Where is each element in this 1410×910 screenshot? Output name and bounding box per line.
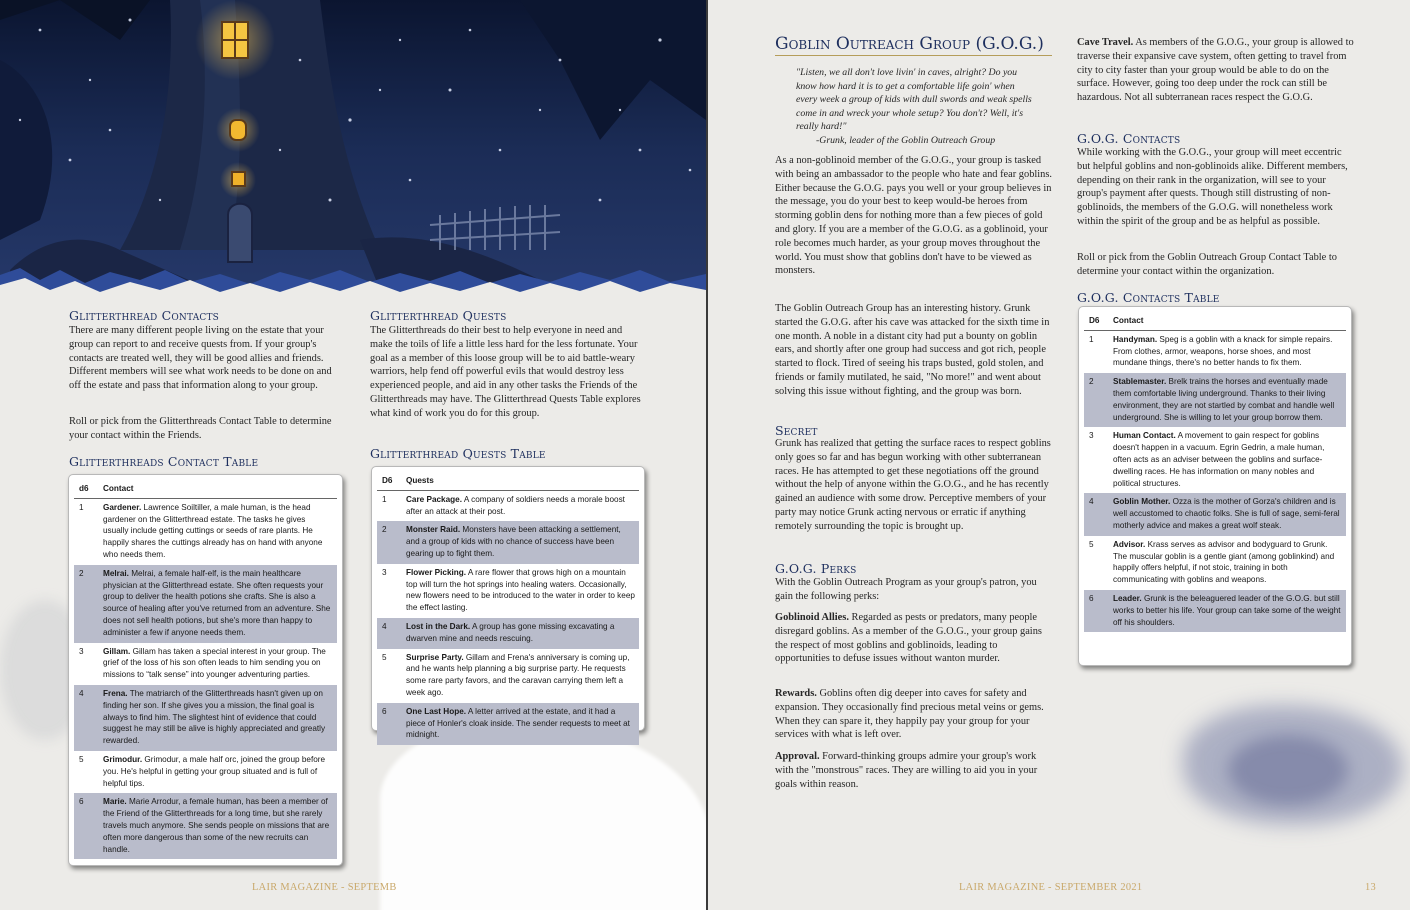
quote-text: "Listen, we all don't love livin' in caves, alright? Do you know how hard it is to get a comfortable life goin' when every week a group of kids with dull swords and weak spells come in and wreck your whole setup? You don't? Well, it's really hard!" <box>796 67 1032 133</box>
roll-number: 3 <box>1089 431 1094 441</box>
perks-heading: G.O.G. Perks <box>775 561 857 576</box>
gog-contacts-paragraph: While working with the G.O.G., your group will meet eccentric but helpful goblins and non-goblinoids alike. Different members, depending on their rank in the organization, will see to your group's payment after quests. Though still distrusting of non-goblinoids, the members of the G.O.G. will nonetheless work within the spirit of the group and be as helpful as possible. <box>1077 147 1348 227</box>
perk-name: Approval. <box>775 751 820 762</box>
roll-number: 6 <box>377 703 401 745</box>
row-desc: Gillam and Frena's anniversary is coming up, and he wants help planning a big surprise party. He requests some rare party favors, and the caravan carrying them left a week ago. <box>406 652 630 697</box>
page-title: Goblin Outreach Group (G.O.G.) <box>775 34 1052 56</box>
row-desc: Grunk is the beleaguered leader of the G.O.G. but still works to better his life. Your group can take some of the weight off his shoulders. <box>1113 593 1341 627</box>
roll-number: 4 <box>1084 493 1108 535</box>
row-text <box>401 649 639 703</box>
row-text <box>98 751 337 793</box>
row-text <box>401 521 639 563</box>
perk-rewards <box>775 687 1052 742</box>
roll-number: 3 <box>382 567 387 577</box>
table-row <box>74 751 337 793</box>
table-row <box>74 565 337 643</box>
row-desc: Marie Arrodur, a female human, has been a member of the Friend of the Glitterthreads for a long time, but she rarely travels much anymore. She sends people on missions that are often more dangerous than some of the new recruits can handle. <box>103 797 330 854</box>
row-name: Gardener. <box>103 502 142 512</box>
table-row <box>74 685 337 751</box>
contact-table <box>68 474 343 866</box>
roll-number: 1 <box>79 502 84 512</box>
row-text <box>401 703 639 745</box>
quote-attribution: -Grunk, leader of the Goblin Outreach Group <box>816 134 996 146</box>
row-desc: A movement to gain respect for goblins doesn't happen in a vacuum. Egrin Gedrin, a male human, often acts as an adviser between the goblins and surface-dwelling races. He has information on many nobles and political structures. <box>1113 431 1325 488</box>
perk-name: Rewards. <box>775 688 817 699</box>
perks-intro: With the Goblin Outreach Program as your group's patron, you gain the following perks: <box>775 577 1037 602</box>
row-text <box>1108 536 1346 590</box>
row-name: Grimodur. <box>103 754 143 764</box>
quest-table <box>371 466 645 740</box>
table-row <box>1084 330 1346 373</box>
row-desc: A group has gone missing excavating a dwarven mine and needs rescuing. <box>406 621 615 643</box>
roll-number: 2 <box>377 521 401 563</box>
perk-name: Goblinoid Allies. <box>775 612 849 623</box>
secret-heading: Secret <box>775 423 818 438</box>
row-text <box>1108 330 1346 373</box>
roll-number: 5 <box>79 754 84 764</box>
row-name: Marie. <box>103 797 127 807</box>
table-row <box>74 643 337 685</box>
row-name: Frena. <box>103 688 128 698</box>
row-desc: Monsters have been attacking a settlement, and a group of kids with no chance of success have been gearing up to fight them. <box>406 525 621 558</box>
intro-paragraph-2: The Goblin Outreach Group has an interesting history. Grunk started the G.O.G. after his cave was attacked for the sixth time in one month. A noble in a distant city had put a bounty on goblin ears, and shortly after one group had success and got rich, people started to flock. Tired of seeing his traps busted, gold stolen, and friends or family mutilated, he said, "No more!" and went about solving this issue without fighting, and the group was born. <box>775 303 1050 397</box>
quests-heading: Glitterthread Quests <box>370 308 507 323</box>
row-name: Handyman. <box>1113 334 1158 344</box>
table-row <box>1084 373 1346 427</box>
roll-number: 6 <box>1084 590 1108 632</box>
row-desc: Speg is a goblin with a knack for simple repairs. From clothes, armor, weapons, horse shoes, and most mundane things, there's no better hands to fix them. <box>1113 334 1333 368</box>
contacts-paragraph: There are many different people living on the estate that your group can report to and receive quests from. If your group's contacts are treated well, they will be good allies and friends. Different members will see what work needs to be done on and off the estate and pass that information along to your group. <box>69 325 332 392</box>
paper-stain <box>380 720 706 910</box>
row-text <box>401 564 639 618</box>
row-desc: Gillam has taken a special interest in your group. The grief of the loss of his son often leads to him sending you on missions to “talk sense” into younger adventuring parties. <box>103 646 326 680</box>
perk-text: Regarded as pests or predators, many people disregard goblins. As a member of the G.O.G., your group gains the respect of most goblins and goblinoids, leading to opportunities to defuse issues without wanton murder. <box>775 612 1042 665</box>
table-row <box>1084 536 1346 590</box>
tree-house-illustration <box>0 0 706 300</box>
row-name: Advisor. <box>1113 539 1146 549</box>
col-header-d6: D6 <box>1084 313 1108 330</box>
perk-name: Cave Travel. <box>1077 37 1134 48</box>
row-name: Melrai. <box>103 568 129 578</box>
row-name: One Last Hope. <box>406 706 467 716</box>
ink-splash <box>1228 735 1348 805</box>
secret-paragraph: Grunk has realized that getting the surface races to respect goblins only goes so far and has begun working with other subterranean races. He has attempted to get these negotiations off the ground without the help of anyone within the G.O.G., and he has recently gained an audience with some drow. Perceptive members of your party may notice Grunk acting nervous or erratic if anything remotely surrounding the topic is brought up. <box>775 438 1051 532</box>
intro-paragraph-1: As a non-goblinoid member of the G.O.G., your group is tasked with being an ambassador to the people who hate and fear goblins. Either because the G.O.G. pays you well or your group believes in the message, you do your best to keep would-be heroes from storming goblin dens for nothing more than a few pieces of gold and glory. If you are a member of the G.O.G. as a goblinoid, your role becomes much harder, as your group moves throughout the world. You must show that goblins don't have to be viewed as monsters. <box>775 155 1053 277</box>
roll-number: 4 <box>377 618 401 649</box>
row-name: Flower Picking. <box>406 567 467 577</box>
col-header-d6: d6 <box>74 481 98 498</box>
quests-paragraph: The Glitterthreads do their best to help everyone in need and make the toils of life a little less hard for the less fortunate. Your goal as a member of this loose group will be to aid battle-weary warriors, help fend off powerful evils that would destroy less experienced people, and aid in any other tasks the Friends of the Glitterthreads may have. The Glitterthread Quests Table explores what kind of work you do for this group. <box>370 325 641 419</box>
row-text <box>401 618 639 649</box>
table-row <box>377 703 639 745</box>
quest-table-heading: Glitterthread Quests Table <box>370 446 546 461</box>
col-header-contact: Contact <box>98 481 337 498</box>
row-name: Surprise Party. <box>406 652 464 662</box>
table-row <box>377 564 639 618</box>
row-text <box>1108 493 1346 535</box>
col-header-quests: Quests <box>401 473 639 490</box>
row-text <box>1108 427 1346 493</box>
contacts-roll-paragraph: Roll or pick from the Glitterthreads Contact Table to determine your contact within the Friends. <box>69 416 332 441</box>
roll-number: 1 <box>382 494 387 504</box>
perk-goblinoid-allies <box>775 611 1052 666</box>
row-text <box>98 565 337 643</box>
roll-number: 5 <box>1089 539 1094 549</box>
roll-number: 2 <box>74 565 98 643</box>
col-header-d6: D6 <box>377 473 401 490</box>
row-text <box>98 643 337 685</box>
row-text <box>98 685 337 751</box>
right-page <box>708 0 1410 910</box>
row-text <box>1108 373 1346 427</box>
row-text <box>98 793 337 859</box>
roll-number: 6 <box>74 793 98 859</box>
perk-text: Forward-thinking groups admire your group's work with the "monstrous" races. They are willing to aid you in your goals within reason. <box>775 751 1038 790</box>
row-desc: Brelk trains the horses and eventually made them comfortable living underground. Thanks to their living environment, they are not startled by combat and handle well underground. She is willing to let your group borrow them. <box>1113 377 1335 422</box>
row-name: Gillam. <box>103 646 131 656</box>
row-desc: A rare flower that grows high on a mountain top will turn the hot springs into healing waters. Occasionally, new flowers need to be introduced to the water in order to keep the effect lasting. <box>406 567 635 613</box>
col-header-contact: Contact <box>1108 313 1346 330</box>
row-desc: A letter arrived at the estate, and it had a piece of Honler's cloak inside. The sender requests to meet at midnight. <box>406 706 630 740</box>
table-row <box>377 521 639 563</box>
row-name: Stablemaster. <box>1113 377 1167 387</box>
contact-table-heading: Glitterthreads Contact Table <box>69 454 259 469</box>
gog-contacts-roll: Roll or pick from the Goblin Outreach Group Contact Table to determine your contact within the organization. <box>1077 252 1337 277</box>
row-name: Goblin Mother. <box>1113 497 1171 507</box>
row-text <box>98 498 337 564</box>
row-desc: Krass serves as advisor and bodyguard to Grunk. The muscular goblin is a gentle giant (among goblinkind) and happily offers helpful, if not stoic, training in both communicating with goblins and weapons. <box>1113 539 1335 585</box>
row-text <box>1108 590 1346 632</box>
row-desc: Ozza is the mother of Gorza's children and is well accustomed to chaotic folks. She is full of sage, semi-feral motherly advice and makes a great wolf steak. <box>1113 497 1340 530</box>
page-number: 13 <box>1365 882 1376 893</box>
row-name: Lost in the Dark. <box>406 621 471 631</box>
footer-magazine-title: LAIR MAGAZINE - SEPTEMBER 2021 <box>959 882 1143 893</box>
row-name: Leader. <box>1113 593 1142 603</box>
table-row <box>377 649 639 703</box>
perk-cave-travel <box>1077 36 1355 105</box>
perk-text: Goblins often dig deeper into caves for safety and expansion. They occasionally find precious metal veins or gems. When they can spare it, they happily pay your group for your services with what is left over. <box>775 688 1044 741</box>
perk-approval <box>775 750 1052 791</box>
gog-contacts-table <box>1078 306 1352 666</box>
table-row <box>1084 427 1346 493</box>
gog-contacts-heading: G.O.G. Contacts <box>1077 131 1181 146</box>
roll-number: 2 <box>1084 373 1108 427</box>
row-name: Human Contact. <box>1113 431 1176 441</box>
footer-magazine-title: LAIR MAGAZINE - SEPTEMB <box>252 882 397 893</box>
perk-text: As members of the G.O.G., your group is allowed to traverse their expansive cave system, often getting to travel from city to city faster than your group would be able to do on the surface. However, going too deep under the rock can still be hazardous. Not all subterranean races respect the G.O.G. <box>1077 37 1354 104</box>
table-row <box>74 793 337 859</box>
table-row <box>74 498 337 564</box>
table-row <box>1084 493 1346 535</box>
grunk-quote <box>796 66 1036 148</box>
row-desc: A company of soldiers needs a morale boost after an attack at their post. <box>406 494 625 516</box>
row-desc: Lawrence Soiltiller, a male human, is the head gardener on the Glitterthread estate. The tasks he gives usually include getting cuttings or seeds of rare plants. He happily shares the cuttings already has on hand with anyone who needs them. <box>103 502 323 559</box>
row-name: Monster Raid. <box>406 525 461 535</box>
row-name: Care Package. <box>406 494 462 504</box>
roll-number: 1 <box>1089 334 1094 344</box>
gog-table-heading: G.O.G. Contacts Table <box>1077 290 1220 305</box>
row-desc: Grimodur, a male half orc, joined the group before you. He's helpful in getting your group situated and is full of helpful tips. <box>103 754 326 788</box>
row-desc: Melrai, a female half-elf, is the main healthcare physician at the Glitterthread estate. She often requests your group to deliver the health potions she crafts. She is also a source of healing after you've returned from an adventure. She does not sell health potions, but she's more than happy to administer a few if anyone needs them. <box>103 568 331 637</box>
table-row <box>377 490 639 521</box>
row-desc: The matriarch of the Glitterthreads hasn't given up on finding her son. If she gives you a mission, the final goal is always to find him. The slightest hint of evidence that could suggest he may still be alive is highly appreciated and greatly rewarded. <box>103 688 326 746</box>
roll-number: 5 <box>382 652 387 662</box>
table-row <box>1084 590 1346 632</box>
table-row <box>377 618 639 649</box>
roll-number: 3 <box>79 646 84 656</box>
row-text <box>401 490 639 521</box>
contacts-heading: Glitterthread Contacts <box>69 308 220 323</box>
roll-number: 4 <box>74 685 98 751</box>
